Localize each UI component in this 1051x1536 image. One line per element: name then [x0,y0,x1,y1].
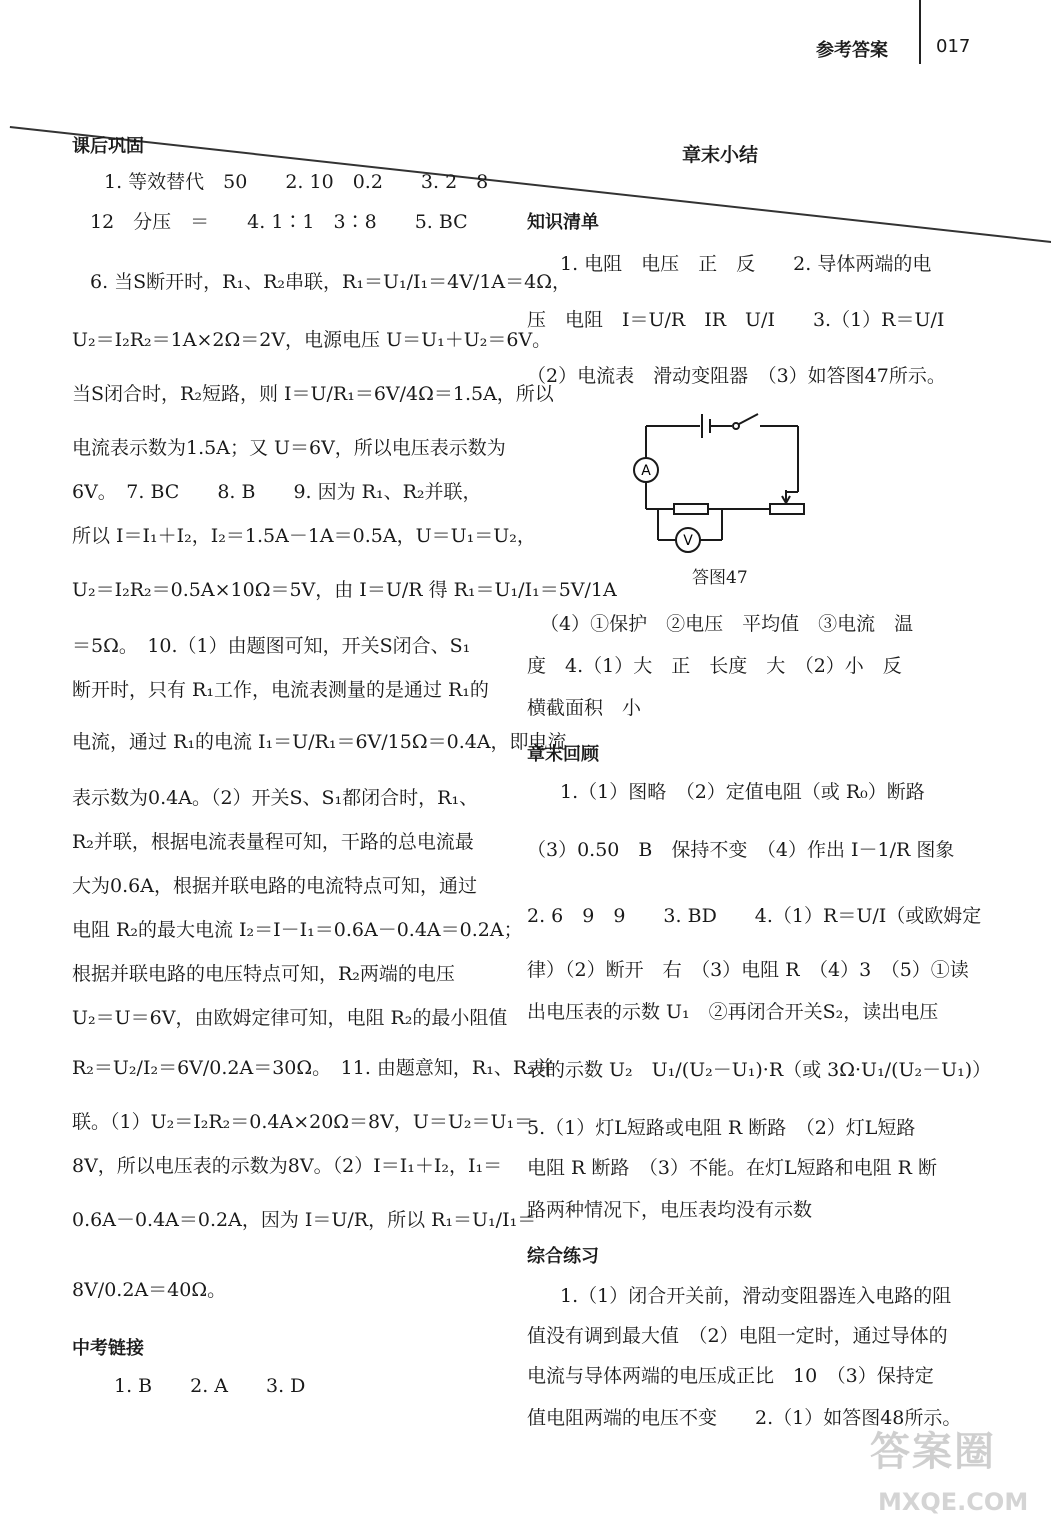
answer-line: 12 分压 ＝ 4. 1∶1 3∶8 5. BC [90,211,468,233]
voltmeter-label: V [683,533,693,549]
answer-line: U₂＝I₂R₂＝0.5A×10Ω＝5V，由 I＝U/R 得 R₁＝U₁/I₁＝5V/1A [72,579,617,601]
page-number: 017 [936,36,971,57]
figure-caption: 答图47 [692,568,748,588]
answer-line: 联。（1）U₂＝I₂R₂＝0.4A×20Ω＝8V，U＝U₂＝U₁＝ [72,1111,534,1133]
answer-line: U₂＝I₂R₂＝1A×2Ω＝2V，电源电压 U＝U₁＋U₂＝6V。 [72,329,552,351]
section-title: 参考答案 [816,40,888,61]
answer-line: 电流与导体两端的电压成正比 10 （3）保持定 [527,1365,934,1387]
answer-line: 大为0.6A，根据并联电路的电流特点可知，通过 [72,875,477,897]
answer-line: 当S闭合时，R₂短路，则 I＝U/R₁＝6V/4Ω＝1.5A，所以 [72,383,554,405]
watermark-logo: 答案圈 [870,1429,996,1475]
resistor [674,504,708,514]
answer-line: 值没有调到最大值 （2）电阻一定时，通过导体的 [527,1325,948,1347]
answer-line: R₂并联，根据电流表量程可知，干路的总电流最 [72,831,474,853]
answer-line: 电流，通过 R₁的电流 I₁＝U/R₁＝6V/15Ω＝0.4A，即电流 [72,731,567,753]
answer-line: 值电阻两端的电压不变 2.（1）如答图48所示。 [527,1407,962,1429]
answer-line: 出电压表的示数 U₁ ②再闭合开关S₂，读出电压 [527,1001,939,1023]
heading-exam-link: 中考链接 [72,1338,144,1359]
heading-after-class: 课后巩固 [72,136,144,157]
answer-line: 8V，所以电压表的示数为8V。（2）I＝I₁＋I₂，I₁＝ [72,1155,503,1177]
answer-line: 所以 I＝I₁＋I₂，I₂＝1.5A－1A＝0.5A，U＝U₁＝U₂， [72,525,536,547]
switch-blade [739,414,758,424]
answer-line: （4）①保护 ②电压 平均值 ③电流 温 [540,613,914,635]
answer-line: 路两种情况下，电压表均没有示数 [527,1199,813,1221]
answer-line: 电阻 R₂的最大电流 I₂＝I－I₁＝0.6A－0.4A＝0.2A； [72,919,523,941]
answer-line: 断开时，只有 R₁工作，电流表测量的是通过 R₁的 [72,679,489,701]
answer-line: 1. B 2. A 3. D [114,1375,306,1397]
answer-line: 表示数为0.4A。（2）开关S、S₁都闭合时，R₁、 [72,787,479,809]
answer-line: 度 4.（1）大 正 长度 大 （2）小 反 [527,655,902,677]
answer-line: 1. 等效替代 50 2. 10 0.2 3. 2 8 [104,171,489,193]
answer-line: 压 电阻 I＝U/R IR U/I 3.（1）R＝U/I [527,309,945,331]
answer-line: 5.（1）灯L短路或电阻 R 断路 （2）灯L短路 [527,1117,916,1139]
answer-line: ＝5Ω。 10.（1）由题图可知，开关S闭合、S₁ [72,635,471,657]
answer-line: 1.（1）闭合开关前，滑动变阻器连入电路的阻 [560,1285,952,1307]
ammeter-label: A [641,463,651,479]
answer-line: 电阻 R 断路 （3）不能。在灯L短路和电阻 R 断 [527,1157,937,1179]
answer-line: 电流表示数为1.5A；又 U＝6V，所以电压表示数为 [72,437,506,459]
answer-line: 1. 电阻 电压 正 反 2. 导体两端的电 [560,253,932,275]
answer-line: 1.（1）图略 （2）定值电阻（或 R₀）断路 [560,781,925,803]
heading-comprehensive-practice: 综合练习 [527,1246,599,1267]
answer-line: 8V/0.2A＝40Ω。 [72,1279,227,1301]
answer-line: （3）0.50 B 保持不变 （4）作出 I－1/R 图象 [527,839,955,861]
answer-line: 6V。 7. BC 8. B 9. 因为 R₁、R₂并联， [72,481,482,503]
answer-line: U₂＝U＝6V，由欧姆定律可知，电阻 R₂的最小阻值 [72,1007,508,1029]
chapter-summary-title: 章末小结 [682,144,759,166]
answer-line: 表的示数 U₂ U₁/(U₂－U₁)·R（或 3Ω·U₁/(U₂－U₁)） [527,1059,992,1081]
answer-line: 2. 6 9 9 3. BD 4.（1）R＝U/I（或欧姆定 [527,905,982,927]
watermark-url: MXQE.COM [878,1488,1029,1516]
heading-chapter-review: 章末回顾 [527,744,599,765]
answer-line: 6. 当S断开时，R₁、R₂串联，R₁＝U₁/I₁＝4V/1A＝4Ω， [90,271,571,293]
rheostat [770,504,804,514]
answer-line: 0.6A－0.4A＝0.2A，因为 I＝U/R，所以 R₁＝U₁/I₁＝ [72,1209,537,1231]
answer-line: 横截面积 小 [527,697,642,719]
answer-line: R₂＝U₂/I₂＝6V/0.2A＝30Ω。 11. 由题意知，R₁、R₂并 [72,1057,554,1079]
header-divider [919,0,921,64]
circuit-diagram [628,408,818,560]
heading-knowledge-list: 知识清单 [527,212,599,233]
answer-line: （2）电流表 滑动变阻器 （3）如答图47所示。 [527,365,946,387]
answer-line: 律）（2）断开 右 （3）电阻 R （4）3 （5）①读 [527,959,969,981]
switch-contact [733,423,739,429]
answer-line: 根据并联电路的电压特点可知，R₂两端的电压 [72,963,455,985]
